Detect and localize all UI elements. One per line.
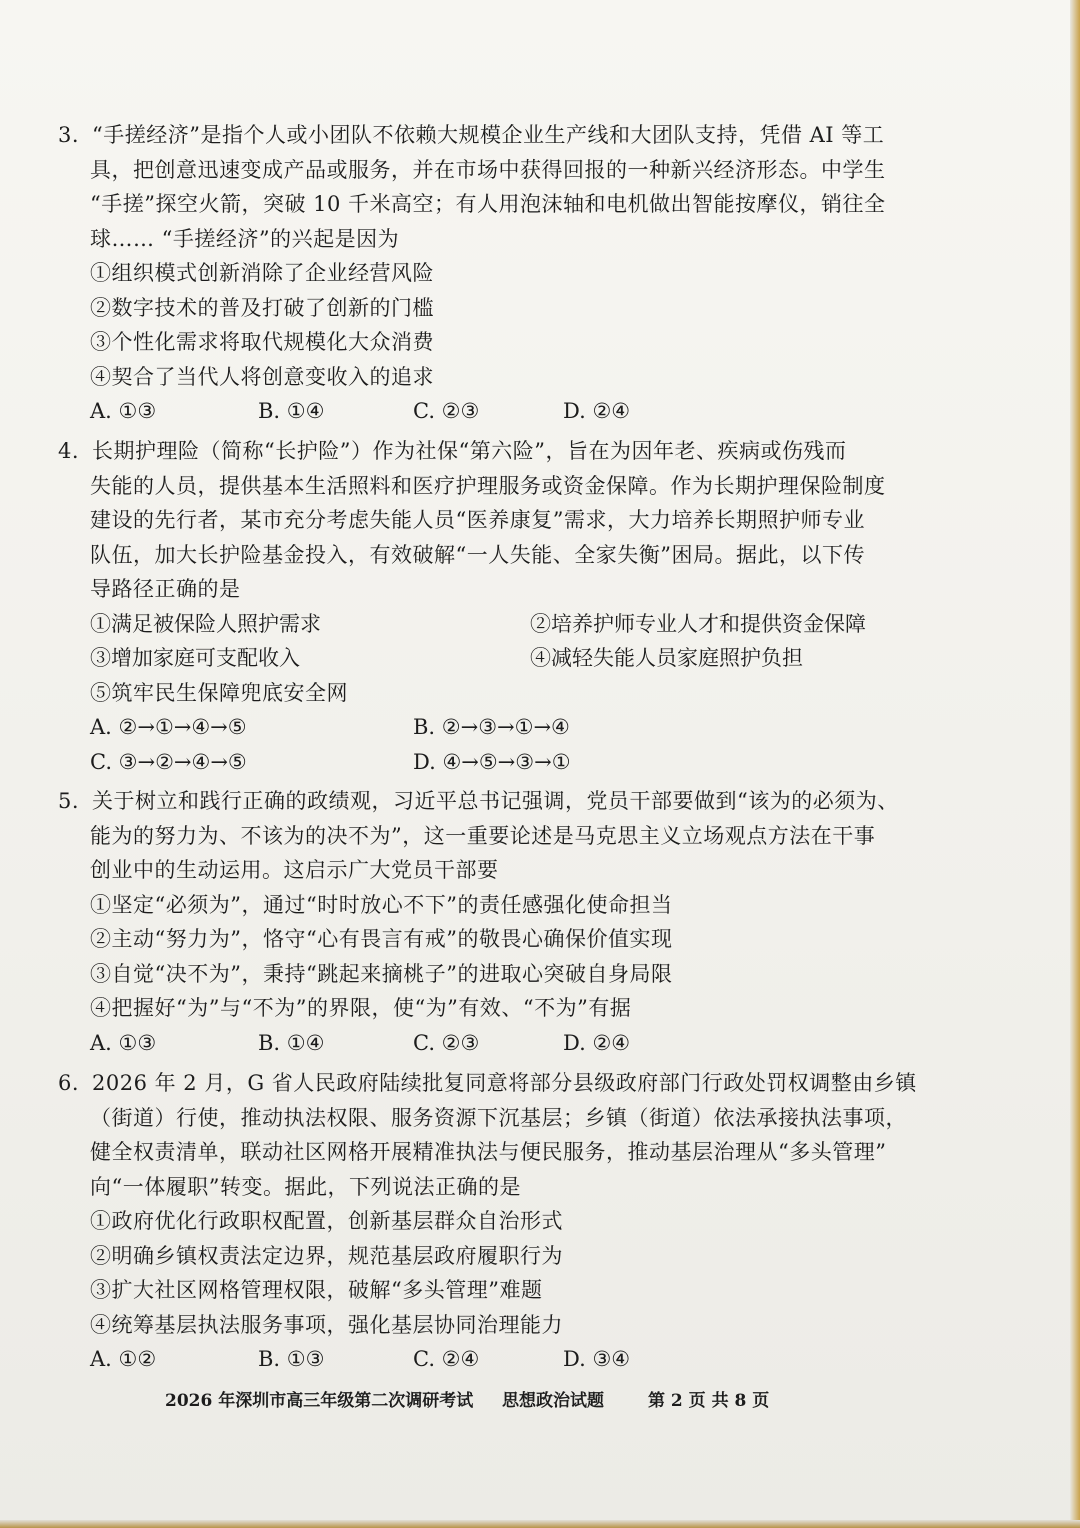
choice-a: A. ①③ [90,1030,157,1055]
choice-d: D. ③④ [563,1347,631,1371]
statement-1: ①满足被保险人照护需求 [90,611,321,636]
question-stem-line [58,434,898,469]
question-stem-line: 失能的人员，提供基本生活照料和医疗护理服务或资金保障。作为长期护理保险制度 [90,473,886,498]
answer-choices [58,1026,898,1061]
choice-a: A. ①② [90,1347,157,1371]
question-3 [58,118,898,429]
statement-4: ④契合了当代人将创意变收入的追求 [90,364,434,389]
question-5 [58,784,898,1060]
page-edge-bottom [0,1520,1080,1528]
statement-2: ②主动“努力为”，恪守“心有畏言有戒”的敬畏心确保价值实现 [90,927,673,951]
question-stem-line: 建设的先行者，某市充分考虑失能人员“医养康复”需求，大力培养长期照护师专业 [90,508,865,532]
statement-row [58,607,898,642]
question-stem-line: 能为的努力为、不该为的决不为”，这一重要论述是马克思主义立场观点方法在干事 [90,823,876,848]
statement-2: ②数字技术的普及打破了创新的门槛 [90,295,434,320]
choice-c: C. ②④ [413,1347,480,1371]
statement-3: ③扩大社区网格管理权限，破解“多头管理”难题 [90,1278,543,1302]
question-stem-line [58,784,898,819]
question-stem-line: （街道）行使，推动执法权限、服务资源下沉基层；乡镇（街道）依法承接执法事项， [90,1105,907,1130]
statement-row [58,641,898,676]
question-number: 6. [58,1071,80,1095]
answer-choices [58,710,898,745]
choice-b: B. ①③ [258,1347,325,1371]
question-6 [58,1066,917,1377]
choice-d: D. ④→⑤→③→① [413,749,571,774]
answer-choices [58,1342,898,1377]
question-4 [58,434,898,779]
statement-3: ③增加家庭可支配收入 [90,646,300,670]
footer-subject: 思想政治试题 [502,1391,604,1411]
statement-2: ②培养护师专业人才和提供资金保障 [530,611,866,636]
statement-4: ④统筹基层执法服务事项，强化基层协同治理能力 [90,1312,563,1337]
question-stem-line: 健全权责清单，联动社区网格开展精准执法与便民服务，推动基层治理从“多头管理” [90,1140,887,1164]
choice-b: B. ①④ [258,1030,325,1055]
statement-1: ①坚定“必须为”，通过“时时放心不下”的责任感强化使命担当 [90,892,673,917]
question-stem-line: “手搓”探空火箭，突破 10 千米高空；有人用泡沫轴和电机做出智能按摩仪，销往全 [90,192,886,216]
statement-1: ①组织模式创新消除了企业经营风险 [90,261,434,285]
question-stem-line: 球…… “手搓经济”的兴起是因为 [90,226,400,251]
question-stem-line: 导路径正确的是 [90,577,241,601]
question-stem-line: 创业中的生动运用。这启示广大党员干部要 [90,858,499,882]
choice-c: C. ②③ [413,399,480,423]
question-stem-line: 向“一体履职”转变。据此，下列说法正确的是 [90,1174,521,1199]
choice-d: D. ②④ [563,399,631,423]
statement-3: ③个性化需求将取代规模化大众消费 [90,330,434,354]
page-edge-right [1070,0,1080,1528]
question-number: 5. [58,789,80,813]
choice-d: D. ②④ [563,1030,631,1055]
choice-c: C. ③→②→④→⑤ [90,749,247,774]
statement-4: ④减轻失能人员家庭照护负担 [530,646,803,670]
choice-a: A. ②→①→④→⑤ [90,715,247,739]
choice-b: B. ①④ [258,399,325,423]
statement-1: ①政府优化行政职权配置，创新基层群众自治形式 [90,1209,563,1233]
choice-a: A. ①③ [90,399,157,423]
answer-choices [58,745,898,780]
stem-text: “手搓经济”是指个人或小团队不依赖大规模企业生产线和大团队支持，凭借 AI 等工 [92,123,885,147]
question-stem-line [58,1066,917,1101]
stem-text: 关于树立和践行正确的政绩观，习近平总书记强调，党员干部要做到“该为的必须为、 [92,789,899,813]
question-number: 3. [58,123,80,147]
footer-page-info: 第 2 页 共 8 页 [648,1391,770,1411]
question-stem-line [58,118,898,153]
statement-5: ⑤筑牢民生保障兜底安全网 [90,680,348,705]
stem-text: 长期护理险（简称“长护险”）作为社保“第六险”，旨在为因年老、疾病或伤残而 [92,439,847,463]
choice-b: B. ②→③→①→④ [413,715,570,739]
statement-4: ④把握好“为”与“不为”的界限，使“为”有效、“不为”有据 [90,996,632,1020]
answer-choices [58,394,898,429]
stem-text: 2026 年 2 月，G 省人民政府陆续批复同意将部分县级政府部门行政处罚权调整由乡镇 [92,1071,917,1095]
footer-exam-title: 2026 年深圳市高三年级第二次调研考试 [165,1391,474,1411]
question-number: 4. [58,439,80,463]
statement-3: ③自觉“决不为”，秉持“跳起来摘桃子”的进取心突破自身局限 [90,961,673,986]
statement-2: ②明确乡镇权责法定边界，规范基层政府履职行为 [90,1243,563,1268]
choice-c: C. ②③ [413,1030,480,1055]
question-stem-line: 具，把创意迅速变成产品或服务，并在市场中获得回报的一种新兴经济形态。中学生 [90,157,886,182]
question-stem-line: 队伍，加大长护险基金投入，有效破解“一人失能、全家失衡”困局。据此，以下传 [90,542,865,567]
